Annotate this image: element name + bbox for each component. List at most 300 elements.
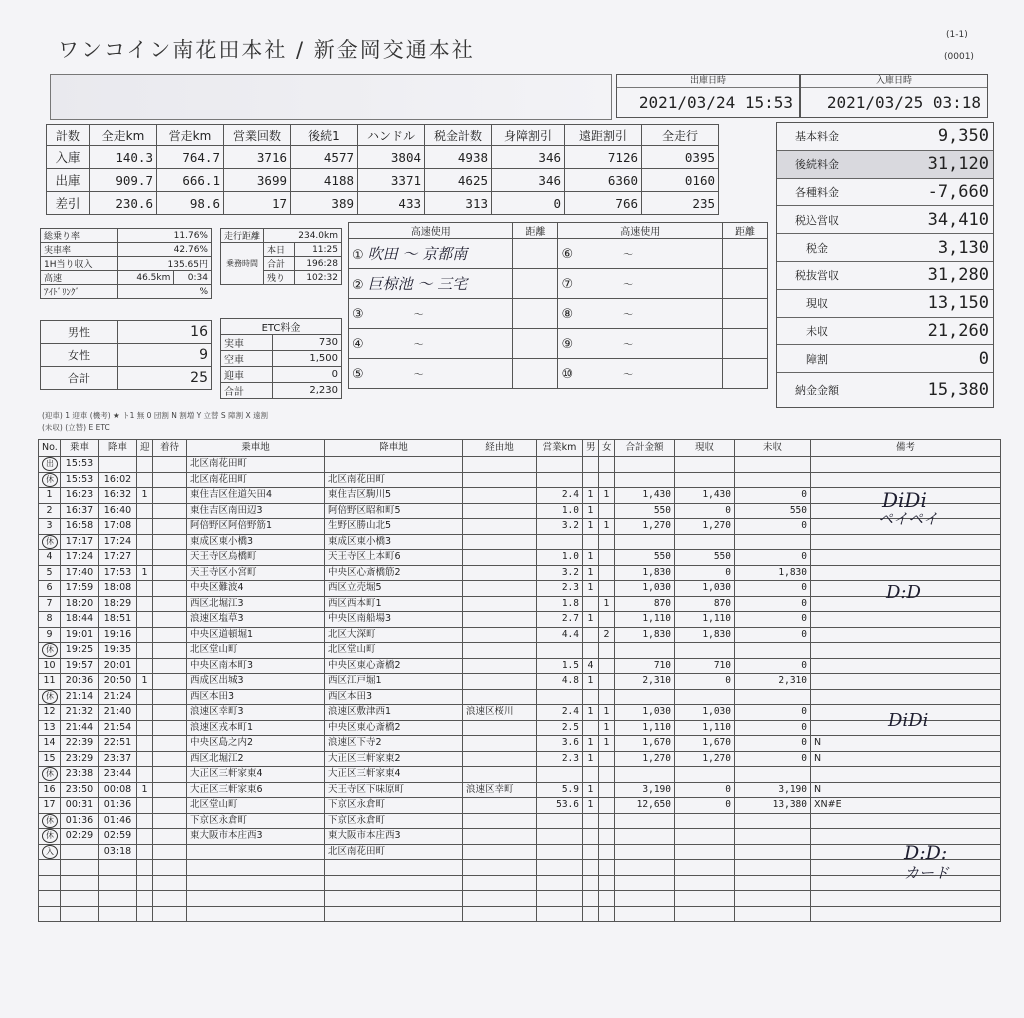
trip-cell — [583, 627, 599, 643]
trip-cell: 北区大深町 — [325, 627, 463, 643]
gender-label: 女性 — [41, 344, 118, 367]
trip-cell: 1 — [583, 488, 599, 504]
trip-status-mark: 休 — [42, 473, 58, 487]
fare-value: 34,410 — [927, 209, 989, 230]
trip-cell — [675, 829, 735, 845]
trip-cell: 3.6 — [537, 736, 583, 752]
highway-entry — [349, 239, 513, 269]
trip-cell — [137, 612, 153, 628]
trip-cell — [39, 875, 61, 891]
trip-cell — [811, 813, 1001, 829]
redacted-area — [50, 74, 612, 120]
trip-cell: 2.5 — [537, 720, 583, 736]
trip-cell — [615, 689, 675, 705]
trip-cell: 870 — [675, 596, 735, 612]
fare-value: 21,260 — [927, 320, 989, 341]
trip-cell — [583, 829, 599, 845]
trip-cell — [153, 798, 187, 814]
trip-cell — [735, 643, 811, 659]
trip-cell: 0 — [735, 705, 811, 721]
trip-cell: 19:01 — [61, 627, 99, 643]
trip-cell — [615, 906, 675, 922]
trip-row — [39, 906, 1001, 922]
stats-cell: 389 — [291, 192, 358, 215]
trip-cell: 19:57 — [61, 658, 99, 674]
trip-cell: 16:37 — [61, 503, 99, 519]
trip-cell — [153, 705, 187, 721]
trip-cell: 1.5 — [537, 658, 583, 674]
trip-cell — [537, 906, 583, 922]
trip-cell — [675, 767, 735, 783]
trip-cell — [615, 643, 675, 659]
etc-value: 2,230 — [273, 383, 342, 399]
trip-cell: 7 — [39, 596, 61, 612]
trip-cell: 0 — [735, 751, 811, 767]
trip-cell: 中央区心斎橋筋2 — [325, 565, 463, 581]
etc-label: 合計 — [221, 383, 273, 399]
trip-cell: 1 — [583, 751, 599, 767]
rate-label: 1H当り収入 — [41, 257, 118, 271]
highway-route: 吹田 ～ 京都南 — [367, 245, 468, 263]
stats-cell: 3804 — [358, 146, 425, 169]
trip-cell: 16:23 — [61, 488, 99, 504]
trip-cell: 1 — [583, 782, 599, 798]
trip-cell — [463, 829, 537, 845]
trip-cell — [39, 534, 61, 550]
trip-cell — [599, 550, 615, 566]
trip-cell: 17:59 — [61, 581, 99, 597]
fare-row — [777, 234, 993, 262]
trip-cell — [137, 689, 153, 705]
highway-route: ～ — [623, 249, 634, 261]
highway-number: ⑦ — [561, 276, 574, 292]
stats-cell: 4938 — [425, 146, 492, 169]
trip-cell — [463, 503, 537, 519]
drive-time-table: 走行距離 234.0km 乗務時間 本日 11:25 合計 196:28 残り 102:32 — [220, 228, 342, 285]
trip-cell — [583, 860, 599, 876]
meter-stats-table — [46, 124, 719, 215]
highway-number: ③ — [352, 306, 364, 322]
trip-cell — [599, 767, 615, 783]
trip-cell: 2.7 — [537, 612, 583, 628]
stats-row — [47, 169, 719, 192]
trip-cell: 4.4 — [537, 627, 583, 643]
trip-cell — [137, 844, 153, 860]
trip-cell — [137, 472, 153, 488]
fare-value: 31,280 — [927, 265, 989, 286]
trip-cell: 22:39 — [61, 736, 99, 752]
trip-cell: 阿倍野区阿倍野筋1 — [187, 519, 325, 535]
fare-row — [777, 290, 993, 318]
fare-row — [777, 206, 993, 234]
trip-cell — [675, 472, 735, 488]
trip-cell — [735, 891, 811, 907]
trip-cell: 02:29 — [61, 829, 99, 845]
trip-cell — [39, 767, 61, 783]
trip-cell: 下京区永倉町 — [325, 798, 463, 814]
gender-count: 25 — [118, 367, 212, 390]
trip-cell — [153, 534, 187, 550]
trip-cell: 3,190 — [735, 782, 811, 798]
highway-entry — [558, 269, 722, 299]
trip-cell — [325, 860, 463, 876]
trip-cell — [153, 472, 187, 488]
highway-row — [349, 359, 768, 389]
trip-cell — [463, 751, 537, 767]
trip-row — [39, 736, 1001, 752]
trip-cell — [99, 891, 137, 907]
highway-entry — [558, 329, 722, 359]
trip-cell — [153, 736, 187, 752]
trip-cell — [325, 891, 463, 907]
stats-row — [47, 192, 719, 215]
trip-cell — [675, 813, 735, 829]
trip-cell: N — [811, 736, 1001, 752]
trip-cell — [153, 627, 187, 643]
trip-cell: 3.2 — [537, 565, 583, 581]
trip-cell — [537, 891, 583, 907]
trip-cell — [463, 596, 537, 612]
trip-status-mark: 休 — [42, 814, 58, 828]
trip-cell — [599, 674, 615, 690]
trip-cell — [137, 720, 153, 736]
trip-cell — [675, 844, 735, 860]
trip-cell: 2.4 — [537, 705, 583, 721]
trip-cell — [811, 612, 1001, 628]
trip-cell: 15 — [39, 751, 61, 767]
highway-route: ～ — [623, 279, 634, 291]
etc-value: 730 — [273, 335, 342, 351]
trip-cell: 1,110 — [615, 612, 675, 628]
trip-cell: 23:38 — [61, 767, 99, 783]
rate-value-2: 0:34 — [174, 271, 212, 285]
trip-cell: 1 — [583, 674, 599, 690]
trip-cell: 東住吉区住道矢田4 — [187, 488, 325, 504]
stats-cell: 230.6 — [90, 192, 157, 215]
legend-line-2: (未収) (立替) E ETC — [42, 423, 110, 432]
trip-cell — [463, 736, 537, 752]
trip-cell: 4.8 — [537, 674, 583, 690]
trip-cell: 0 — [735, 488, 811, 504]
trip-cell: 550 — [675, 550, 735, 566]
trip-cell: 1 — [583, 519, 599, 535]
trip-cell: 00:31 — [61, 798, 99, 814]
trip-row — [39, 798, 1001, 814]
rates-table — [40, 228, 212, 299]
trip-cell: 21:54 — [99, 720, 137, 736]
trip-cell — [811, 565, 1001, 581]
trip-cell: 大正区三軒家東6 — [187, 782, 325, 798]
stats-cell: 入庫 — [47, 146, 90, 169]
trip-row — [39, 627, 1001, 643]
trip-cell — [39, 891, 61, 907]
trip-cell — [463, 643, 537, 659]
trip-cell — [153, 829, 187, 845]
trip-cell — [463, 627, 537, 643]
highway-entry — [558, 299, 722, 329]
trip-cell: 18:20 — [61, 596, 99, 612]
fare-label: 基本料金 — [795, 130, 839, 144]
trip-header: 乗車 — [61, 440, 99, 457]
trip-cell: 中央区難波4 — [187, 581, 325, 597]
rate-label: ｱｲﾄﾞﾘﾝｸﾞ — [41, 285, 118, 299]
trip-header: 男 — [583, 440, 599, 457]
trip-cell — [583, 875, 599, 891]
highway-route: ～ — [623, 309, 634, 321]
fare-label: 各種料金 — [795, 185, 839, 199]
trip-cell — [153, 643, 187, 659]
trip-cell: 17:17 — [61, 534, 99, 550]
trip-cell — [599, 612, 615, 628]
trip-cell — [463, 658, 537, 674]
fare-row — [777, 262, 993, 290]
highway-route: ～ — [413, 339, 424, 351]
fare-value: 0 — [978, 348, 989, 369]
trip-status-mark: 休 — [42, 767, 58, 781]
trip-cell: 1,670 — [675, 736, 735, 752]
trip-cell: 5.9 — [537, 782, 583, 798]
trip-cell: 0 — [735, 720, 811, 736]
trip-cell — [463, 472, 537, 488]
trip-cell: 1 — [599, 519, 615, 535]
trip-cell: 西区北堀江3 — [187, 596, 325, 612]
trip-cell — [583, 596, 599, 612]
trip-cell: 01:36 — [99, 798, 137, 814]
trip-cell — [811, 472, 1001, 488]
trip-cell — [137, 596, 153, 612]
highway-entry — [349, 299, 513, 329]
trip-cell: 北区堂山町 — [187, 643, 325, 659]
trip-cell: 1,830 — [615, 565, 675, 581]
trip-row — [39, 472, 1001, 488]
trip-cell: 13,380 — [735, 798, 811, 814]
trip-cell: 1,830 — [615, 627, 675, 643]
trip-cell: 16:32 — [99, 488, 137, 504]
trip-cell: 大正区三軒家東2 — [325, 751, 463, 767]
trip-cell — [675, 875, 735, 891]
trip-cell: 16:02 — [99, 472, 137, 488]
trip-cell: 15:53 — [61, 472, 99, 488]
trip-cell — [537, 457, 583, 473]
trip-cell: 天王寺区烏橋町 — [187, 550, 325, 566]
trip-cell — [153, 813, 187, 829]
stats-cell: 98.6 — [157, 192, 224, 215]
trip-row — [39, 519, 1001, 535]
highway-usage-table: 高速使用 距離 高速使用 距離 ① 吹田 ～ 京都南 ⑥ ～ ② 巨椋池 ～ 三宅 ⑦ ～ ③ ～ ⑧ ～ ④ ～ ⑨ ～ ⑤ ～ ⑩ ～ — [348, 222, 768, 389]
trip-cell: 3.2 — [537, 519, 583, 535]
trip-cell — [463, 720, 537, 736]
trip-cell — [537, 829, 583, 845]
trip-cell: 2,310 — [615, 674, 675, 690]
trip-cell — [599, 782, 615, 798]
trip-header: 合計金額 — [615, 440, 675, 457]
trip-cell — [463, 550, 537, 566]
trip-cell: 1 — [583, 705, 599, 721]
fare-row — [777, 318, 993, 346]
etc-row — [221, 367, 342, 383]
trip-cell: 870 — [615, 596, 675, 612]
trip-cell — [463, 906, 537, 922]
etc-row — [221, 335, 342, 351]
trip-cell — [39, 813, 61, 829]
highway-number: ② — [352, 278, 364, 293]
trip-cell — [153, 565, 187, 581]
trip-cell — [187, 875, 325, 891]
highway-route: ～ — [623, 339, 634, 351]
trip-cell: 1,270 — [675, 751, 735, 767]
trip-cell — [537, 534, 583, 550]
trip-cell: 16:58 — [61, 519, 99, 535]
trip-cell: 東住吉区駒川5 — [325, 488, 463, 504]
stats-cell: 3716 — [224, 146, 291, 169]
trip-cell: 1,270 — [615, 519, 675, 535]
trip-cell: 西区立売堀5 — [325, 581, 463, 597]
trip-cell — [153, 550, 187, 566]
trip-row — [39, 550, 1001, 566]
trip-cell: 1,830 — [675, 627, 735, 643]
trip-cell: 21:44 — [61, 720, 99, 736]
trip-cell — [615, 829, 675, 845]
fare-row — [777, 151, 993, 179]
trip-cell: 1,030 — [615, 705, 675, 721]
trip-cell — [463, 612, 537, 628]
highway-distance — [722, 299, 767, 329]
trip-cell — [99, 875, 137, 891]
trip-cell — [137, 829, 153, 845]
trip-cell — [463, 844, 537, 860]
trip-cell: 西成区出城3 — [187, 674, 325, 690]
rate-label: 実車率 — [41, 243, 118, 257]
trip-cell: 西区江戸堀1 — [325, 674, 463, 690]
trip-cell: 19:25 — [61, 643, 99, 659]
trip-cell: 1.0 — [537, 503, 583, 519]
trip-cell — [599, 689, 615, 705]
trip-cell: 浪速区下寺2 — [325, 736, 463, 752]
gender-row — [41, 367, 212, 390]
stats-cell: 0160 — [642, 169, 719, 192]
highway-entry — [349, 329, 513, 359]
trip-cell: 2,310 — [735, 674, 811, 690]
stats-header: 全走km — [90, 125, 157, 146]
trip-cell — [325, 875, 463, 891]
trip-header: 迎 — [137, 440, 153, 457]
fare-label: 現収 — [806, 297, 828, 311]
trip-cell: 12 — [39, 705, 61, 721]
trip-cell: 14 — [39, 736, 61, 752]
rate-value: 46.5km — [117, 271, 174, 285]
trip-header: 降車地 — [325, 440, 463, 457]
trip-cell: 16 — [39, 782, 61, 798]
trip-cell — [537, 472, 583, 488]
trip-cell: 浪速区幸町 — [463, 782, 537, 798]
trip-cell — [463, 457, 537, 473]
trip-cell — [583, 534, 599, 550]
fare-label: 障割 — [806, 352, 828, 366]
trip-cell — [137, 860, 153, 876]
trip-cell — [137, 550, 153, 566]
trip-cell — [463, 767, 537, 783]
highway-distance — [513, 359, 558, 389]
highway-row — [349, 299, 768, 329]
trip-cell: 西区北堀江2 — [187, 751, 325, 767]
trip-cell: 1,030 — [615, 581, 675, 597]
trip-cell: 天王寺区下味原町 — [325, 782, 463, 798]
trip-cell: 中央区東心斎橋2 — [325, 658, 463, 674]
trip-cell: 16:40 — [99, 503, 137, 519]
trip-cell: 550 — [735, 503, 811, 519]
trip-cell — [735, 860, 811, 876]
trip-cell — [735, 829, 811, 845]
trip-cell: 21:40 — [99, 705, 137, 721]
rate-value: 135.65円 — [117, 257, 211, 271]
trip-cell — [137, 891, 153, 907]
trip-cell — [583, 643, 599, 659]
highway-distance — [513, 329, 558, 359]
stats-cell: 140.3 — [90, 146, 157, 169]
trip-cell: 9 — [39, 627, 61, 643]
trip-cell: 23:29 — [61, 751, 99, 767]
trip-cell: 中央区島之内2 — [187, 736, 325, 752]
trip-status-mark: 休 — [42, 643, 58, 657]
trip-cell: 天王寺区上本町6 — [325, 550, 463, 566]
trip-cell — [675, 643, 735, 659]
trip-cell — [153, 891, 187, 907]
trip-cell: 02:59 — [99, 829, 137, 845]
trip-cell — [615, 457, 675, 473]
trip-cell: 19:35 — [99, 643, 137, 659]
trip-row — [39, 751, 1001, 767]
trip-row — [39, 720, 1001, 736]
trip-cell: 2.3 — [537, 581, 583, 597]
trip-cell — [463, 798, 537, 814]
trip-cell: 1 — [599, 705, 615, 721]
trip-cell — [137, 581, 153, 597]
trip-cell — [153, 596, 187, 612]
trip-cell — [137, 519, 153, 535]
trip-cell: 1,670 — [615, 736, 675, 752]
handwritten-note-didi-4: D:D: — [904, 842, 948, 864]
trip-cell — [735, 875, 811, 891]
trip-cell: 10 — [39, 658, 61, 674]
trip-cell — [39, 860, 61, 876]
trip-cell: 4 — [583, 658, 599, 674]
stats-cell: 出庫 — [47, 169, 90, 192]
trip-cell — [153, 503, 187, 519]
highway-distance — [513, 299, 558, 329]
trip-cell — [153, 782, 187, 798]
highway-entry — [349, 269, 513, 299]
trip-cell: 20:36 — [61, 674, 99, 690]
trip-cell — [811, 643, 1001, 659]
trip-cell: 18:08 — [99, 581, 137, 597]
trip-cell — [675, 860, 735, 876]
trip-cell — [463, 860, 537, 876]
rate-value: % — [117, 285, 211, 299]
trip-cell: 東大阪市本庄西3 — [325, 829, 463, 845]
trip-cell — [811, 906, 1001, 922]
trip-cell — [583, 891, 599, 907]
etc-row — [221, 351, 342, 367]
highway-row — [349, 329, 768, 359]
trip-cell: 阿倍野区昭和町5 — [325, 503, 463, 519]
handwritten-note-didi: DiDi — [882, 488, 927, 512]
trip-cell — [137, 767, 153, 783]
trip-cell — [615, 844, 675, 860]
stats-cell: 17 — [224, 192, 291, 215]
trip-cell — [137, 457, 153, 473]
highway-route: ～ — [413, 369, 424, 381]
trip-cell — [599, 906, 615, 922]
